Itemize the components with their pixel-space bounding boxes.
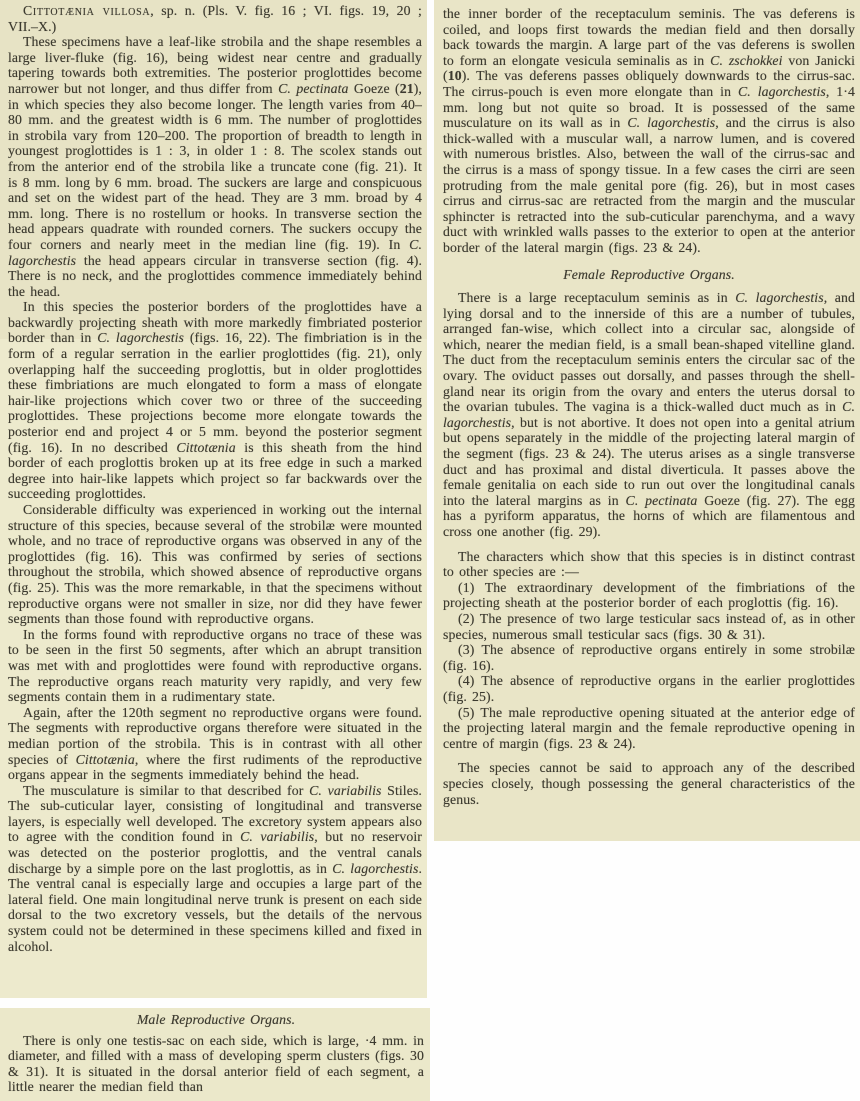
body-text: the head appears circular in transverse section (fig. 4). There is no neck, and the proglottides commence immediately behind the head. (8, 252, 422, 299)
paragraph (8, 783, 422, 955)
body-text: Again, after the 120th segment no reproductive organs were found. The segments with reproductive organs therefore were situated in the median portion of the strobila. This is in contrast with all other species of (8, 704, 422, 767)
section-heading (443, 267, 855, 283)
species-name-smallcaps: Cittotænia villosa (23, 3, 151, 18)
body-text: Goeze (fig. 27). The egg has a pyriform apparatus, the horns of which are filamentous and cross one another (fig. 29). (443, 492, 856, 539)
body-text: The musculature is similar to that described for (23, 782, 310, 798)
paragraph (8, 502, 422, 627)
paragraph (8, 3, 422, 34)
body-text: , and lying dorsal and to the innerside of this are a number of tubules, arranged fan-wise, which collect into a circular sac, alongside of which, nearer the median field, is a small bean-shaped vitelline gland. The duct from the receptaculum seminis enters the circular sac of the ovary. The oviduct passes out dorsally, and passes through the shell-gland near its origin from the ovary and enters the uterus dorsal to the ovarian tubules. The vagina is a thick-walled duct much as in (443, 290, 855, 415)
body-text: (4) The absence of reproductive organs in the earlier proglottides (fig. 25). (443, 673, 855, 704)
italic-text: Cittotænia (176, 439, 236, 455)
body-text: , sp. n. (Pls. V. fig. 16 ; VI. figs. 19, 20 ; VII.–X.) (8, 3, 422, 34)
italic-text: C. zschokkei (710, 52, 783, 68)
paragraph (443, 290, 855, 540)
body-text: ). The vas deferens passes obliquely downwards to the cirrus-sac. The cirrus-pouch is even more elongate than in (443, 68, 855, 99)
body-text: , where the first rudiments of the reproductive organs appear in the segments immediately behind the head. (8, 751, 422, 783)
italic-text: C. variabilis (309, 782, 382, 798)
body-text: There is a large receptaculum seminis as in (458, 290, 736, 306)
body-text: In this species the posterior borders of the proglottides have a backwardly projecting sheath with more markedly fimbriated posterior border than in (8, 299, 422, 346)
body-text: These specimens have a leaf-like strobila and the shape resembles a large liver-fluke (fig. 16), being widest near centre and gradually tapering towards both extremities. The posterior proglottides become narrower but not longer, and thus differ from (8, 34, 422, 96)
body-text: The characters which show that this species is in distinct contrast to other species are :— (443, 548, 855, 580)
body-text: the inner border of the receptaculum seminis. The vas deferens is coiled, and loops first towards the median field and then dorsally back towards the margin. A large part of the vas deferens is swollen to form an elongate vesicula seminalis as in (443, 6, 855, 68)
body-text: , and the cirrus is also thick-walled with a muscular wall, a narrow lumen, and is covered with numerous bristles. Also, between the wall of the cirrus-sac and the cirrus is a mass of spongy tissue. In a few cases the cirri are seen protruding from the male genital pore (fig. 26), but in most cases cirrus and cirrus-sac are retracted from the margin and the muscular sphincter is retracted into the sub-cuticular parenchyma, and a wavy duct with wrinkled walls passes to the exterior to open at the anterior border of the lateral margin (figs. 23 & 24). (443, 115, 855, 255)
paragraph (8, 299, 422, 502)
italic-text: Cittotænia (75, 751, 135, 767)
body-text: (2) The presence of two large testicular sacs instead of, as in other species, numerous small testicular sacs (figs. 30 & 31). (443, 610, 855, 642)
body-text: There is only one testis-sac on each side, which is large, ·4 mm. in diameter, and filled with a mass of developing sperm clusters (figs. 30 & 31). It is situated in the dorsal anterior field of each segment, a little nearer the median field than (8, 1032, 424, 1095)
left-column-male-organs-section (8, 1010, 424, 1095)
body-text: Male Reproductive Organs. (136, 1012, 296, 1027)
section-heading (8, 1012, 424, 1028)
bold-reference-number: 21 (399, 80, 414, 96)
italic-text: C. lagorchestis (443, 399, 855, 430)
bold-reference-number: 10 (447, 68, 462, 84)
body-text: (3) The absence of reproductive organs entirely in some strobilæ (fig. 16). (443, 642, 855, 673)
paragraph (443, 760, 855, 807)
body-text: , 1·4 mm. long but not quite so broad. It is possessed of the same musculature on its wall as in (443, 83, 855, 131)
italic-text: C. lagorchestis (737, 83, 826, 99)
paragraph (443, 580, 855, 611)
body-text: In the forms found with reproductive organs no trace of these was to be seen in the first 50 segments, after which an abrupt transition was met with and proglottides were found with reproductive organs. The reproductive organs reach maturity very rapidly, and very few segments contain them in a rudimentary state. (8, 626, 422, 705)
paragraph (443, 611, 855, 642)
paragraph (8, 627, 422, 705)
paragraph (8, 705, 422, 783)
body-text: is this sheath from the hind border of each proglottis broken up at its free edge in such a marked degree into hair-like lappets which project so far backwards over the succeeding proglottides. (8, 439, 423, 502)
italic-text: C. pectinata (625, 492, 698, 508)
body-text: , but is not abortive. It does not open into a genital atrium but opens separately in the middle of the projecting lateral margin of the segment (figs. 23 & 24). The uterus arises as a single transverse duct and has proximal and distal diverticula. It passes above the female genitalia on each side to run out over the longitudinal canals into the lateral margins as in (443, 414, 855, 508)
body-text: Stiles. The sub-cuticular layer, consisting of longitudinal and transverse layers, is especially well developed. The excretory system appears also to agree with the condition found in (8, 782, 422, 845)
italic-text: C. lagorchestis (735, 290, 824, 306)
italic-text: C. pectinata (278, 80, 349, 96)
body-text: Female Reproductive Organs. (563, 266, 735, 282)
paragraph (443, 549, 855, 580)
body-text: (1) The extraordinary development of the fimbriations of the projecting sheath at the posterior border of each proglottis (fig. 16). (443, 579, 855, 611)
italic-text: C. lagorchestis (627, 115, 716, 131)
italic-text: C. lagorchestis (97, 330, 185, 346)
paragraph (8, 34, 422, 299)
paragraph (443, 6, 855, 256)
body-text: (figs. 16, 22). The fimbriation is in the form of a regular serration in the earlier proglottides (fig. 21), only overlapping half the succeeding proglottis, but in older proglottides these fimbriations are much elongated to form a mass of elongate hair-like projections which cover two or three of the succeeding proglottides. These projections become more elongate towards the posterior end and project 4 or 5 mm. beyond the posterior segment (fig. 16). In no described (8, 330, 422, 455)
paragraph (443, 705, 855, 752)
body-text: , but no reservoir was detected on the posterior proglottis, and the ventral canals discharge by a simple pore on the last proglottis, as in (8, 829, 422, 876)
body-text: (5) The male reproductive opening situated at the anterior edge of the projecting lateral margin and the female reproductive opening in centre of margin (figs. 23 & 24). (443, 704, 855, 751)
italic-text: C. lagorchestis (8, 236, 422, 268)
italic-text: C. lagorchestis (332, 860, 419, 876)
body-text: von Janicki ( (443, 52, 855, 84)
body-text: Goeze ( (348, 80, 400, 96)
body-text: ), in which species they also become longer. The length varies from 40–80 mm. and the greatest width is 6 mm. The number of proglottides in strobila vary from 120–200. The proportion of breadth to length in youngest proglottides is 1 : 3, in older 1 : 8. The scolex stands out from the anterior end of the strobila like a truncate cone (fig. 21). It is 8 mm. long by 6 mm. broad. The suckers are large and conspicuous and set on the widest part of the head. They are 3 mm. broad by 4 mm. long. There is no rostellum or hooks. In transverse section the head appears quadrate with rounded corners. The suckers occupy the four corners and nearly meet in the median line (fig. 19). In (8, 80, 422, 252)
paragraph (8, 1033, 424, 1095)
right-column-text (443, 6, 855, 807)
paragraph (443, 642, 855, 673)
body-text: The species cannot be said to approach any of the described species closely, though possessing the general characteristics of the genus. (443, 760, 855, 807)
body-text: Considerable difficulty was experienced in working out the internal structure of this species, because several of the strobilæ were mounted whole, and no trace of reproductive organs was observed in any of the proglottides (fig. 16). This was confirmed by series of sections throughout the strobila, which showed absence of reproductive organs (fig. 25). This was the more remarkable, in that the specimens without reproductive organs were not smaller in size, nor did they have fewer segments than those found with reproductive organs. (8, 502, 422, 627)
italic-text: C. variabilis (240, 829, 315, 845)
body-text: . The ventral canal is especially large and occupies a large part of the lateral field. One main longitudinal nerve trunk is present on each side dorsal to the two excretory vessels, but the details of the nervous system could not be determined in these specimens killed and fixed in alcohol. (8, 860, 422, 954)
paragraph (443, 673, 855, 704)
left-column-text (8, 3, 422, 954)
